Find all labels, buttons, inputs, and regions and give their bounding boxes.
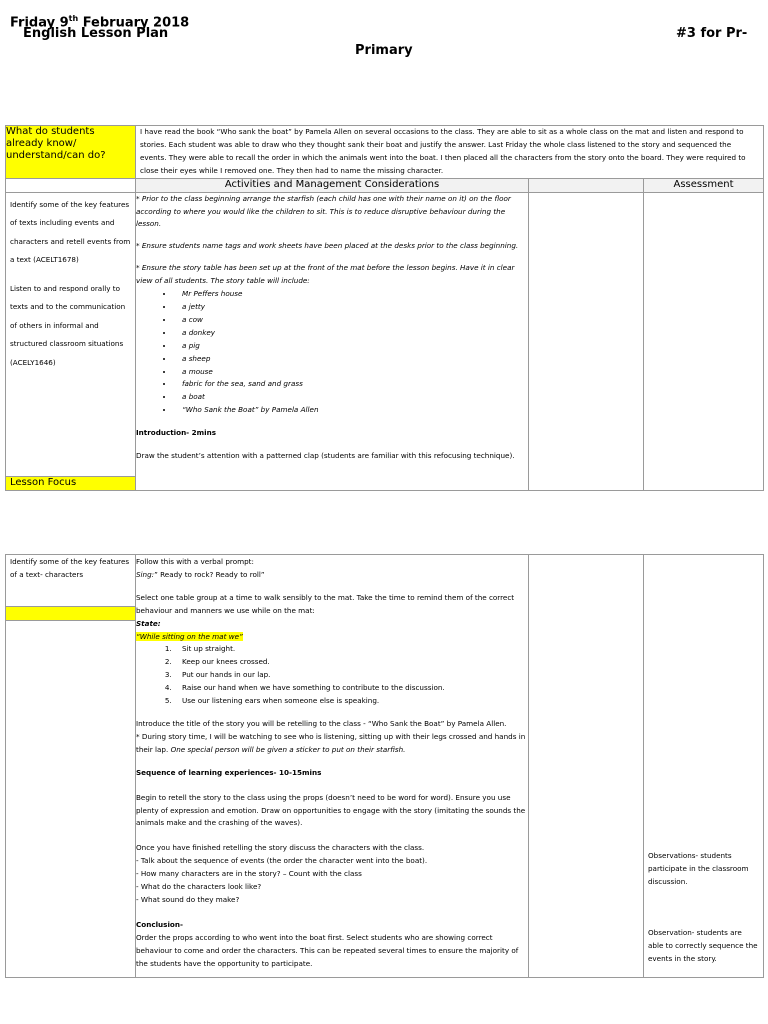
date-month-year: February 2018 bbox=[78, 15, 190, 31]
assessment-column-header: Assessment bbox=[644, 178, 764, 192]
outcomes-cell bbox=[6, 555, 136, 978]
discuss-item: - What sound do they make? bbox=[136, 894, 240, 904]
discuss-item: - Talk about the sequence of events (the order the character went into the boat). bbox=[136, 856, 428, 866]
assessment-cell bbox=[644, 555, 764, 978]
list-item: • Mr Peffers house bbox=[174, 288, 528, 301]
outcome-text: Identify some of the key features of texts including events and characters and retell events from a text (ACELT1678) bbox=[10, 199, 131, 265]
list-item: • a jetty bbox=[174, 301, 528, 314]
list-item: 1. Sit up straight. bbox=[174, 643, 528, 656]
list-item: • a pig bbox=[174, 340, 528, 353]
list-item: 4. Raise our hand when we have something to contribute to the discussion. bbox=[174, 682, 528, 695]
sequence-heading: Sequence of learning experiences- 10-15mins bbox=[136, 767, 322, 777]
retell-text: Begin to retell the story to the class using the props (doesn’t need to be word for word). Ensure you use plenty of expression and emotion. Draw on opportunities to engage with the story (imitating the sounds the animals make and the crashing of the waves). bbox=[136, 792, 526, 828]
prior-knowledge-text: I have read the book “Who sank the boat” by Pamela Allen on several occasions to the class. They are able to sit as a whole class on the mat and listen and respond to stories. Each student was able to draw who they thought sank their boat and justify the answer. Last Friday the whole class listened to the story and sequenced the events. They were able to recall the order in which the animals went into the boat. I then placed all the characters from the story onto the board. They were required to close their eyes while I removed one. They then had to name the missing character. bbox=[136, 126, 764, 179]
date-ordinal: th bbox=[68, 14, 79, 23]
list-item: • fabric for the sea, sand and grass bbox=[174, 378, 528, 391]
state-quote: “While sitting on the mat we” bbox=[136, 631, 243, 641]
list-item: • a donkey bbox=[174, 327, 528, 340]
sing-label: Sing: bbox=[136, 569, 155, 579]
story-time-reward: One special person will be given a sticker to put on their starfish. bbox=[170, 744, 406, 754]
prior-knowledge-label: What do students already know/ understand/can do? bbox=[6, 126, 136, 179]
story-time-note bbox=[136, 731, 528, 757]
conclusion-text: Order the props according to who went into the boat first. Select students who are showing correct behaviour to come and order the characters. This can be repeated several times to ensure the majority of the students have the opportunity to participate. bbox=[136, 932, 519, 968]
sing-text: ” Ready to rock? Ready to roll” bbox=[154, 569, 265, 579]
list-item: 3. Put our hands in our lap. bbox=[174, 669, 528, 682]
prep-note: * Ensure students name tags and work sheets have been placed at the desks prior to the class beginning. bbox=[136, 241, 519, 251]
list-item: • a boat bbox=[174, 391, 528, 404]
date-day: Friday 9 bbox=[10, 15, 69, 31]
activities-cell bbox=[136, 555, 529, 978]
list-item: 2. Keep our knees crossed. bbox=[174, 656, 528, 669]
verbal-prompt: Follow this with a verbal prompt: bbox=[136, 557, 254, 566]
lesson-focus-highlight bbox=[6, 606, 135, 621]
assessment-cell bbox=[644, 192, 764, 490]
introduce-title: Introduce the title of the story you will be retelling to the class - “Who Sank the Boat” by Pamela Allen. bbox=[136, 718, 507, 728]
discuss-intro: Once you have finished retelling the story discuss the characters with the class. bbox=[136, 843, 425, 853]
outcome-text: Identify some of the key features of a text- characters bbox=[10, 557, 130, 579]
lesson-plan-table-1 bbox=[5, 125, 764, 491]
list-item: • a cow bbox=[174, 314, 528, 327]
list-item: • “Who Sank the Boat” by Pamela Allen bbox=[174, 404, 528, 417]
conclusion-heading: Conclusion- bbox=[136, 919, 183, 929]
blank-cell bbox=[529, 555, 644, 978]
outcomes-cell bbox=[6, 192, 136, 490]
lesson-focus-label: Lesson Focus bbox=[6, 476, 135, 490]
activities-cell bbox=[136, 192, 529, 490]
list-item: 5. Use our listening ears when someone else is speaking. bbox=[174, 695, 528, 708]
table-group-text: Select one table group at a time to walk sensibly to the mat. Take the time to remind them of the correct behaviour and manners we use while on the mat: bbox=[136, 592, 515, 615]
assessment-observation-2: Observation- students are able to correctly sequence the events in the story. bbox=[648, 928, 758, 963]
intro-text: Draw the student’s attention with a patterned clap (students are familiar with this refocusing technique). bbox=[136, 451, 515, 461]
blank-column-header bbox=[529, 178, 644, 192]
plan-number-cont: Primary bbox=[355, 43, 413, 58]
assessment-observation-1: Observations- students participate in the classroom discussion. bbox=[648, 851, 749, 886]
outcome-text: Listen to and respond orally to texts and to the communication of others in informal and structured classroom situations (ACELY1646) bbox=[10, 283, 126, 367]
header-blank-cell bbox=[6, 178, 136, 192]
story-table-list bbox=[136, 288, 528, 417]
plan-number: #3 for Pr- bbox=[676, 26, 748, 41]
state-label: State: bbox=[136, 618, 161, 628]
activities-column-header: Activities and Management Considerations bbox=[136, 178, 529, 192]
story-time-text: * During story time, I will be watching to see who is listening, sitting up with their legs crossed and hands in their lap. bbox=[136, 731, 526, 754]
list-item: • a mouse bbox=[174, 366, 528, 379]
list-item: • a sheep bbox=[174, 353, 528, 366]
intro-heading: Introduction- 2mins bbox=[136, 428, 217, 438]
lesson-plan-table-2 bbox=[5, 554, 764, 978]
blank-cell bbox=[529, 192, 644, 490]
discuss-item: - What do the characters look like? bbox=[136, 882, 262, 892]
prep-note: * Ensure the story table has been set up at the front of the mat before the lesson begins. Have it in clear view of all students. The story table will include: bbox=[136, 263, 515, 286]
prep-note: * Prior to the class beginning arrange the starfish (each child has one with their name on it) on the floor according to where you would like the children to sit. This is to reduce disruptive behaviour during the lesson. bbox=[136, 193, 511, 229]
mat-rules-list bbox=[136, 643, 528, 708]
sing-prompt bbox=[136, 569, 528, 582]
discuss-item: - How many characters are in the story? – Count with the class bbox=[136, 869, 362, 879]
lesson-title: English Lesson Plan bbox=[23, 26, 169, 41]
